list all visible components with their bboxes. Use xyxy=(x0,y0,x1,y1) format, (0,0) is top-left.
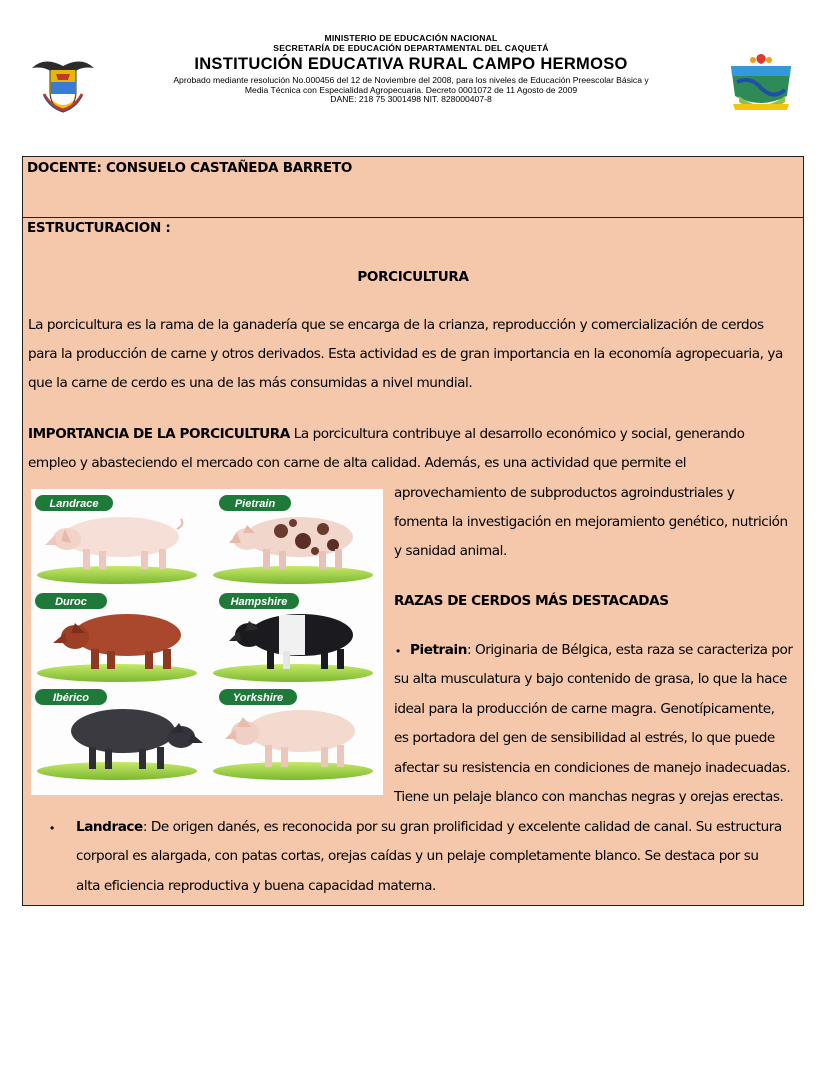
breed-label-duroc xyxy=(35,593,107,609)
breed-label-yorkshire xyxy=(219,689,297,705)
institution-title: INSTITUCIÓN EDUCATIVA RURAL CAMPO HERMOSO xyxy=(194,55,628,73)
label-landrace: Landrace xyxy=(49,498,99,510)
landrace-line-2: corporal es alargada, con patas cortas, orejas caídas y un pelaje completamente blanco. Se destaca por su xyxy=(76,848,759,864)
ministry-name: MINISTERIO DE EDUCACIÓN NACIONAL xyxy=(324,33,498,43)
landrace-line-3: alta eficiencia reproductiva y buena capacidad materna. xyxy=(76,878,436,894)
platform-pietrain xyxy=(213,566,373,584)
pietrain-text-1: : Originaria de Bélgica, esta raza se caracteriza por xyxy=(466,642,793,658)
docente-row xyxy=(23,157,803,218)
intro-line-1: La porcicultura es la rama de la ganadería que se encarga de la crianza, reproducción y comercialización de cerdos xyxy=(28,317,764,333)
breeds-heading: RAZAS DE CERDOS MÁS DESTACADAS xyxy=(394,593,669,609)
landrace-bullet-icon: • xyxy=(50,821,55,835)
intro-line-3: que la carne de cerdo es una de las más consumidas a nivel mundial. xyxy=(28,375,473,391)
landrace-line-1 xyxy=(76,819,782,835)
label-pietrain: Pietrain xyxy=(234,498,276,510)
structure-label: ESTRUCTURACION : xyxy=(27,220,171,236)
section-title: PORCICULTURA xyxy=(357,269,469,285)
breed-label-iberico xyxy=(35,689,107,705)
platform-duroc xyxy=(37,664,197,682)
importance-paragraph-first-line xyxy=(28,426,744,442)
pig-breeds-image xyxy=(31,489,383,795)
platform-landrace xyxy=(37,566,197,584)
pietrain-bullet-icon: • xyxy=(396,644,401,658)
pietrain-line-1 xyxy=(410,642,793,658)
landrace-name: Landrace xyxy=(76,819,143,835)
label-hampshire: Hampshire xyxy=(230,596,288,608)
label-duroc: Duroc xyxy=(55,596,87,608)
institution-header xyxy=(0,30,828,115)
importance-line-1: La porcicultura contribuye al desarrollo económico y social, generando xyxy=(289,426,745,442)
importance-line-4: fomenta la investigación en mejoramiento genético, nutrición xyxy=(394,514,788,530)
label-iberico: Ibérico xyxy=(52,692,90,704)
pietrain-name: Pietrain xyxy=(410,642,467,658)
content-panel xyxy=(22,156,804,906)
pietrain-line-2: su alta musculatura y bajo contenido de grasa, lo que la hace xyxy=(394,671,787,687)
school-emblem-icon xyxy=(727,52,795,116)
pietrain-line-4: es portadora del gen de sensibilidad al estrés, lo que puede xyxy=(394,730,775,746)
pietrain-line-3: ideal para la producción de carne magra. Genotípicamente, xyxy=(394,701,775,717)
pietrain-line-6: Tiene un pelaje blanco con manchas negras y orejas erectas. xyxy=(394,789,784,805)
platform-yorkshire xyxy=(213,762,373,780)
dane-nit-line: DANE: 218 75 3001498 NIT. 828000407-8 xyxy=(330,94,492,104)
breed-label-pietrain xyxy=(219,495,291,511)
pietrain-line-5: afectar su resistencia en condiciones de manejo inadecuadas. xyxy=(394,760,791,776)
platform-iberico xyxy=(37,762,197,780)
decree-line: Media Técnica con Especialidad Agropecuaria. Decreto 0001072 de 11 Agosto de 2009 xyxy=(244,84,578,95)
secretariat-name: SECRETARÍA DE EDUCACIÓN DEPARTAMENTAL DEL CAQUETÁ xyxy=(273,43,549,53)
importance-line-5: y sanidad animal. xyxy=(394,543,507,559)
importance-line-3: aprovechamiento de subproductos agroindustriales y xyxy=(394,485,735,501)
importance-heading: IMPORTANCIA DE LA PORCICULTURA xyxy=(28,426,290,442)
resolution-line: Aprobado mediante resolución No.000456 del 12 de Noviembre del 2008, para los niveles de Educación Preescolar Básica y xyxy=(173,75,649,85)
label-yorkshire: Yorkshire xyxy=(232,692,284,704)
breed-label-landrace xyxy=(35,495,113,511)
breed-label-hampshire xyxy=(219,593,299,609)
intro-line-2: para la producción de carne y otros derivados. Esta actividad es de gran importancia en la economía agropecuaria, ya xyxy=(28,346,783,362)
platform-hampshire xyxy=(213,664,373,682)
importance-line-2: empleo y abasteciendo el mercado con carne de alta calidad. Además, es una actividad que permite el xyxy=(28,455,687,471)
teacher-name: DOCENTE: CONSUELO CASTAÑEDA BARRETO xyxy=(27,160,353,176)
landrace-text-1: : De origen danés, es reconocida por su gran prolificidad y excelente calidad de canal. Su estructura xyxy=(142,819,782,835)
